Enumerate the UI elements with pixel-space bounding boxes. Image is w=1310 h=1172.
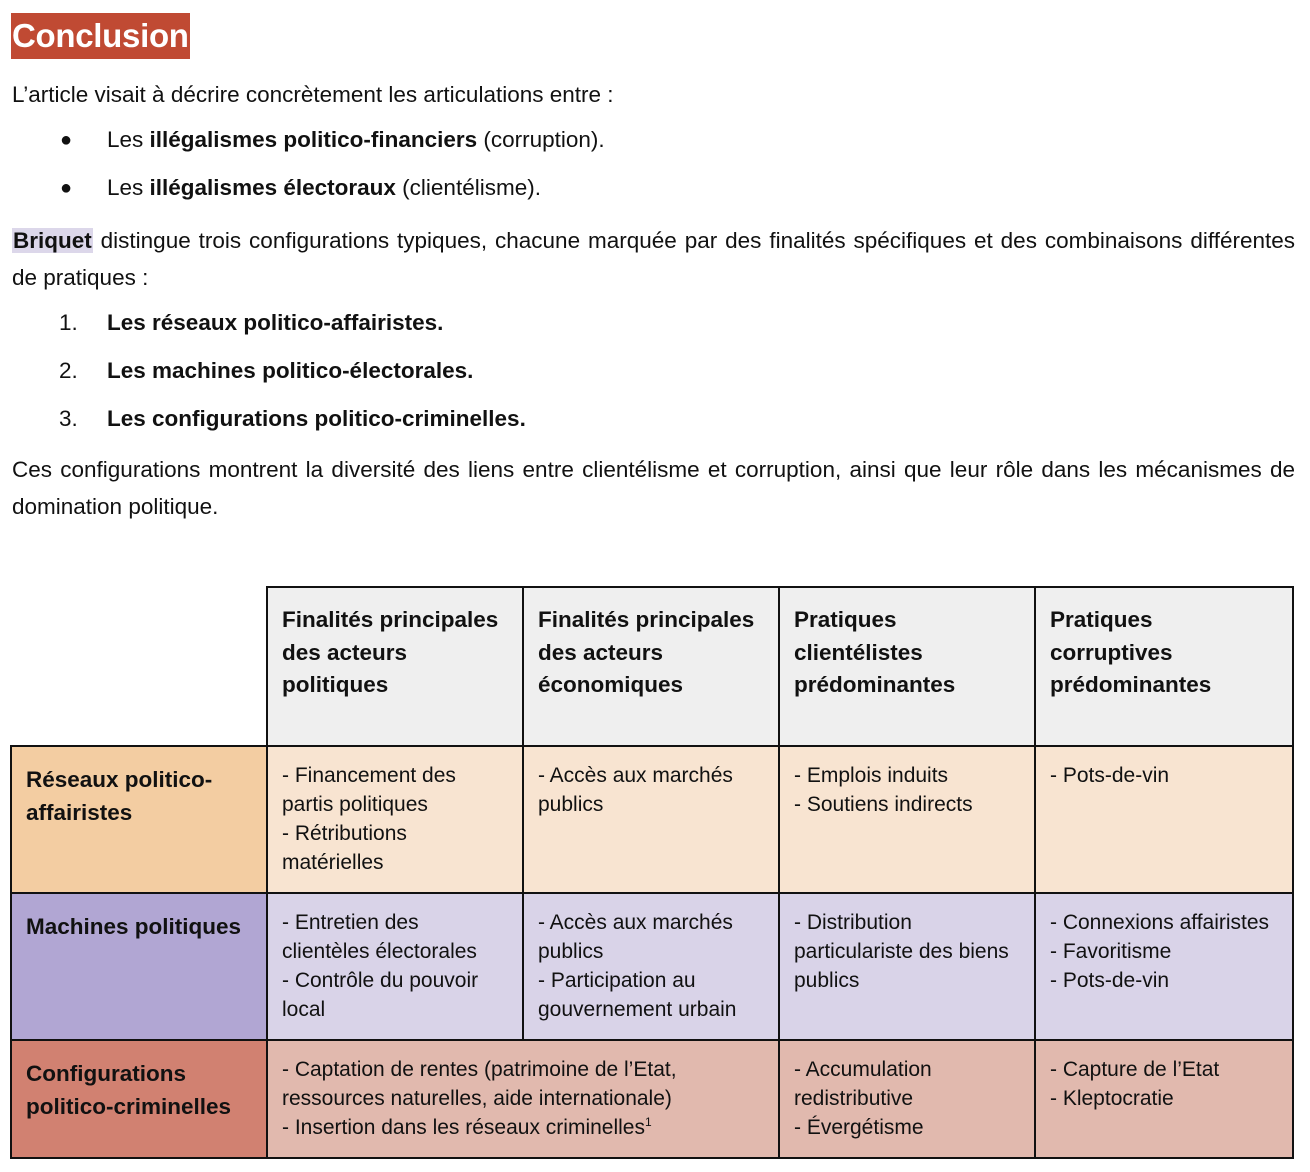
table-cell: - Entretien des clientèles électorales - Contrôle du pouvoir local: [267, 893, 523, 1040]
row-header: Machines politiques: [11, 893, 267, 1040]
briquet-paragraph: Briquet distingue trois configurations typiques, chacune marquée par des finalités spécifiques et des combinaisons différentes de pratiques :: [12, 228, 1295, 290]
table-cell: - Accès aux marchés publics: [523, 746, 779, 893]
table-cell: - Financement des partis politiques - Rétributions matérielles: [267, 746, 523, 893]
numbered-item: Les configurations politico-criminelles.: [107, 406, 526, 431]
footnote-marker[interactable]: 1: [645, 1115, 652, 1129]
bullet-item: Les illégalismes électoraux (clientélisme).: [107, 175, 541, 200]
column-header: Pratiques clientélistes prédominantes: [779, 587, 1035, 746]
column-header: Finalités principales des acteurs économiques: [523, 587, 779, 746]
table-cell: - Connexions affairistes - Favoritisme - Pots-de-vin: [1035, 893, 1293, 1040]
numbered-item: Les réseaux politico-affairistes.: [107, 310, 444, 335]
bullet-item: Les illégalismes politico-financiers (corruption).: [107, 127, 605, 152]
intro-paragraph: L’article visait à décrire concrètement les articulations entre :: [12, 82, 614, 107]
table-header-row: [11, 587, 1293, 746]
table-cell: - Accumulation redistributive - Évergétisme: [779, 1040, 1035, 1158]
column-header: Finalités principales des acteurs politiques: [267, 587, 523, 746]
highlighted-author: Briquet: [13, 228, 92, 253]
table-cell: - Pots-de-vin: [1035, 746, 1293, 893]
closing-paragraph: Ces configurations montrent la diversité des liens entre clientélisme et corruption, ainsi que leur rôle dans les mécanismes de domination politique.: [12, 457, 1295, 519]
empty-corner-cell: [11, 587, 267, 746]
bullet-icon: ●: [60, 177, 73, 199]
row-header: Configurations politico-criminelles: [11, 1040, 267, 1158]
configurations-table: [10, 586, 1294, 1159]
merged-table-cell: - Captation de rentes (patrimoine de l’Etat, ressources naturelles, aide internationale) - Insertion dans les réseaux criminelles$^1$: [267, 1040, 779, 1158]
table-row: [11, 1040, 1293, 1158]
column-header: Pratiques corruptives prédominantes: [1035, 587, 1293, 746]
table-cell: - Capture de l’Etat - Kleptocratie: [1035, 1040, 1293, 1158]
table-cell: - Emplois induits - Soutiens indirects: [779, 746, 1035, 893]
bullet-icon: ●: [60, 129, 73, 151]
table-row: [11, 893, 1293, 1040]
section-heading: Conclusion: [11, 13, 190, 59]
table-row: [11, 746, 1293, 893]
table-cell: - Accès aux marchés publics - Participation au gouvernement urbain: [523, 893, 779, 1040]
numbered-item: Les machines politico-électorales.: [107, 358, 474, 383]
row-header: Réseaux politico-affairistes: [11, 746, 267, 893]
table-cell: - Distribution particulariste des biens publics: [779, 893, 1035, 1040]
